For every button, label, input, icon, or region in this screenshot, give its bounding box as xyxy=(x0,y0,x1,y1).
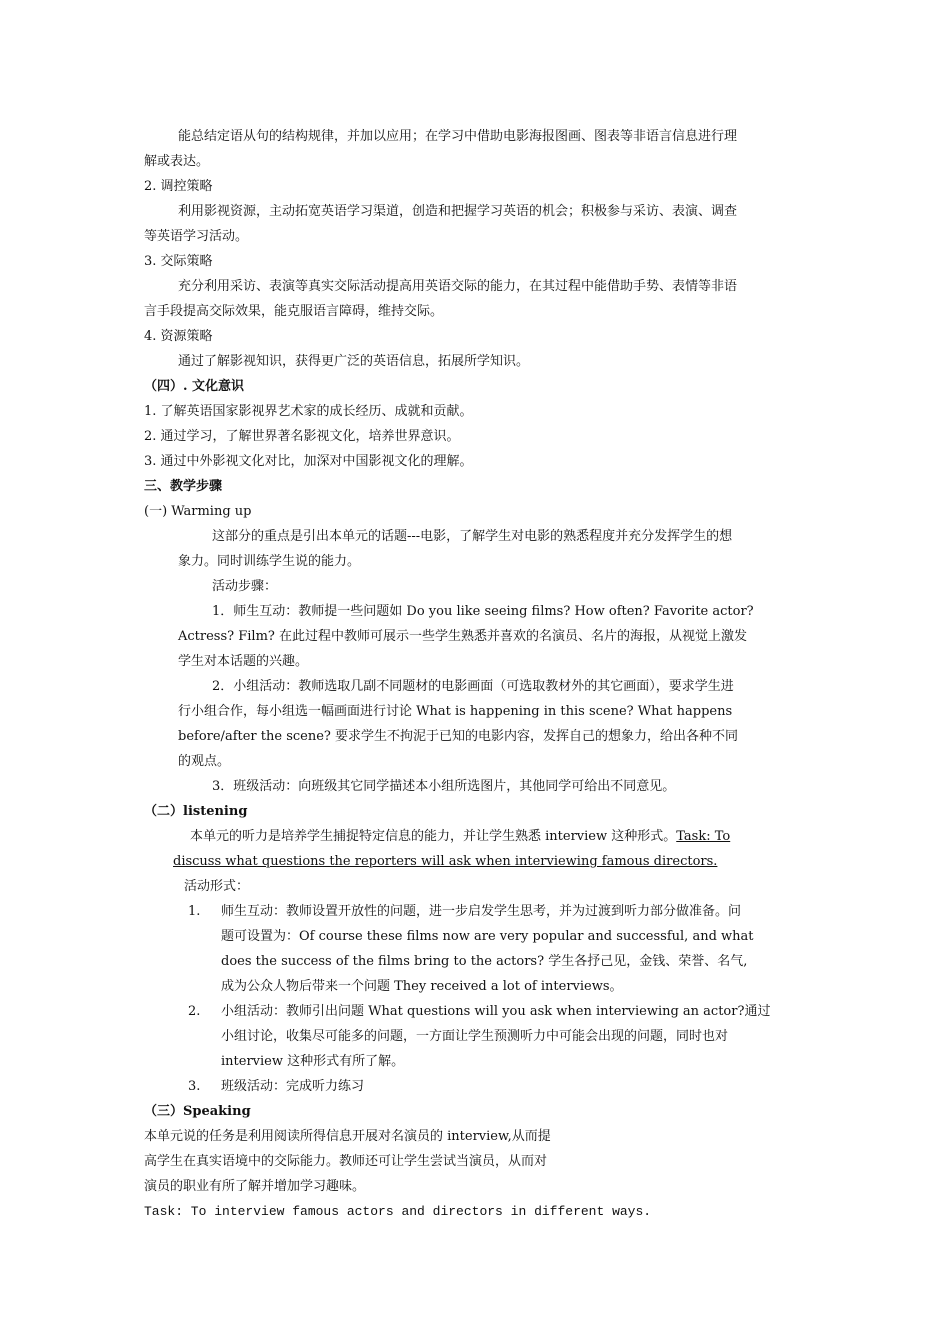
warming-up-intro-line-1: 这部分的重点是引出本单元的话题---电影，了解学生对电影的熟悉程度并充分发挥学生的想 xyxy=(212,529,733,544)
strategy-paragraph-1-line-2: 解或表达。 xyxy=(144,154,210,169)
strategy-paragraph-1-line-1: 能总结定语从句的结构规律，并加以应用；在学习中借助电影海报图画、图表等非语言信息进行理 xyxy=(178,129,738,144)
speaking-paragraph-line-1: 本单元说的任务是利用阅读所得信息开展对名演员的 interview,从而提 xyxy=(144,1129,551,1144)
speaking-task: Task: To interview famous actors and directors in different ways. xyxy=(144,1204,652,1219)
listening-item-1-number: 1. xyxy=(188,904,201,919)
listening-item-1-line-2: 题可设置为：Of course these films now are very popular and successful, and what xyxy=(221,929,754,944)
warming-up-heading: (一) Warming up xyxy=(144,504,252,519)
warming-up-intro-line-2: 象力。同时训练学生说的能力。 xyxy=(178,554,361,569)
listening-item-2-number: 2. xyxy=(188,1004,201,1019)
speaking-paragraph-line-3: 演员的职业有所了解并增加学习趣味。 xyxy=(144,1179,366,1194)
strategy-paragraph-2-line-1: 利用影视资源，主动拓宽英语学习渠道，创造和把握学习英语的机会；积极参与采访、表演、调查 xyxy=(178,204,738,219)
warming-up-step-1-line-2: Actress? Film? 在此过程中教师可展示一些学生熟悉并喜欢的名演员、名片的海报，从视觉上激发 xyxy=(178,629,748,644)
listening-intro-text: 本单元的听力是培养学生捕捉特定信息的能力，并让学生熟悉 interview 这种形式。 xyxy=(190,829,677,844)
listening-item-1-line-3: does the success of the films bring to the actors? 学生各抒己见，金钱、荣誉、名气, xyxy=(221,954,748,969)
warming-up-step-2-line-4: 的观点。 xyxy=(178,754,231,769)
listening-task-line-2: discuss what questions the reporters will ask when interviewing famous directors. xyxy=(173,854,718,869)
strategy-heading-resources: 4. 资源策略 xyxy=(144,329,213,344)
culture-item-1: 1. 了解英语国家影视界艺术家的成长经历、成就和贡献。 xyxy=(144,404,473,419)
listening-item-1-line-1: 师生互动：教师设置开放性的问题，进一步启发学生思考，并为过渡到听力部分做准备。问 xyxy=(221,904,742,919)
listening-task-start: Task: To xyxy=(676,829,731,844)
strategy-paragraph-4-line-1: 通过了解影视知识，获得更广泛的英语信息，拓展所学知识。 xyxy=(178,354,530,369)
strategy-heading-communication: 3. 交际策略 xyxy=(144,254,213,269)
speaking-heading: （三）Speaking xyxy=(144,1104,251,1119)
warming-up-step-1-line-1: 1．师生互动：教师提一些问题如 Do you like seeing films? How often? Favorite actor? xyxy=(212,604,754,619)
listening-item-3-number: 3. xyxy=(188,1079,201,1094)
strategy-paragraph-3-line-2: 言手段提高交际效果，能克服语言障碍，维持交际。 xyxy=(144,304,444,319)
warming-up-step-2-line-1: 2．小组活动：教师选取几副不同题材的电影画面（可选取教材外的其它画面），要求学生进 xyxy=(212,679,734,694)
warming-up-activity-label: 活动步骤： xyxy=(212,579,278,594)
listening-item-3-line-1: 班级活动：完成听力练习 xyxy=(221,1079,365,1094)
listening-heading: （二）listening xyxy=(144,804,248,819)
strategy-heading-regulation: 2. 调控策略 xyxy=(144,179,213,194)
warming-up-step-3-line-1: 3．班级活动：向班级其它同学描述本小组所选图片，其他同学可给出不同意见。 xyxy=(212,779,676,794)
strategy-paragraph-3-line-1: 充分利用采访、表演等真实交际活动提高用英语交际的能力，在其过程中能借助手势、表情等非语 xyxy=(178,279,738,294)
warming-up-step-2-line-2: 行小组合作，每小组选一幅画面进行讨论 What is happening in this scene? What happens xyxy=(178,704,733,719)
speaking-paragraph-line-2: 高学生在真实语境中的交际能力。教师还可让学生尝试当演员，从而对 xyxy=(144,1154,548,1169)
culture-heading: （四）. 文化意识 xyxy=(144,379,245,394)
culture-item-3: 3. 通过中外影视文化对比，加深对中国影视文化的理解。 xyxy=(144,454,473,469)
warming-up-step-2-line-3: before/after the scene? 要求学生不拘泥于已知的电影内容，发挥自己的想象力，给出各种不同 xyxy=(178,729,739,744)
teaching-steps-heading: 三、教学步骤 xyxy=(144,479,223,494)
culture-item-2: 2. 通过学习，了解世界著名影视文化，培养世界意识。 xyxy=(144,429,460,444)
listening-item-2-line-1: 小组活动：教师引出问题 What questions will you ask when interviewing an actor?通过 xyxy=(221,1004,771,1019)
listening-item-2-line-2: 小组讨论，收集尽可能多的问题，一方面让学生预测听力中可能会出现的问题，同时也对 xyxy=(221,1029,729,1044)
listening-item-2-line-3: interview 这种形式有所了解。 xyxy=(221,1054,405,1069)
strategy-paragraph-2-line-2: 等英语学习活动。 xyxy=(144,229,249,244)
listening-intro-line-1 xyxy=(190,828,730,846)
listening-item-1-line-4: 成为公众人物后带来一个问题 They received a lot of interviews。 xyxy=(221,979,623,994)
warming-up-step-1-line-3: 学生对本话题的兴趣。 xyxy=(178,654,309,669)
listening-activity-label: 活动形式： xyxy=(184,879,250,894)
